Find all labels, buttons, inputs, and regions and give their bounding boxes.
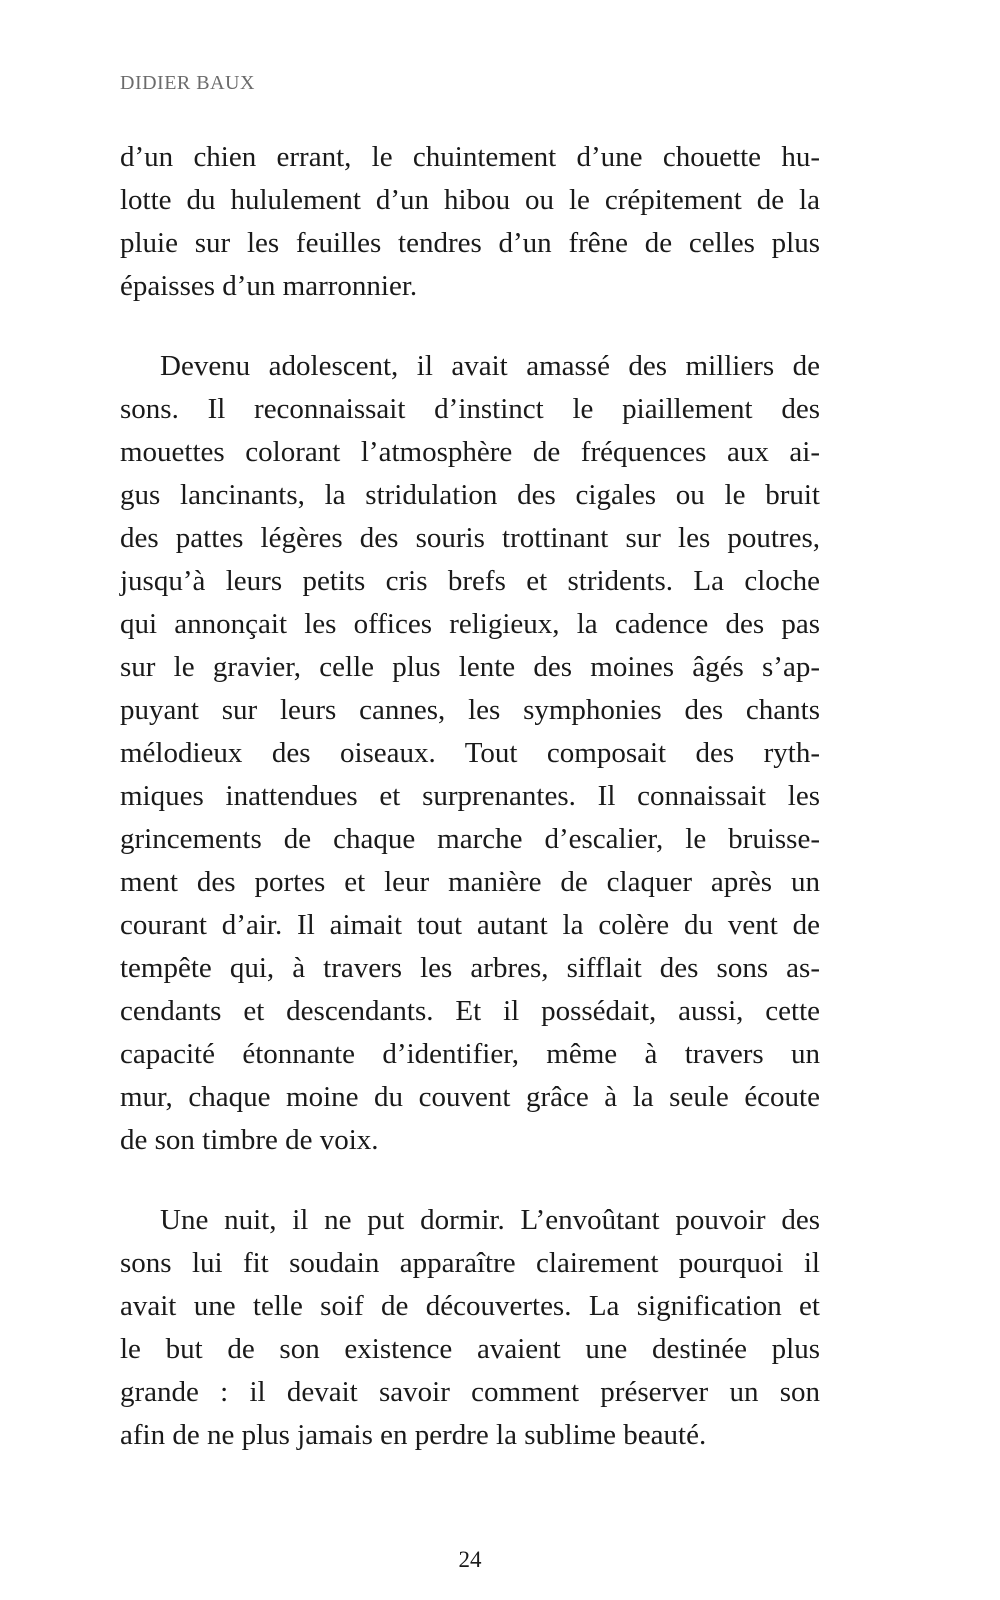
- text-line: jusqu’à leurs petits cris brefs et stridents. La cloche: [120, 565, 820, 597]
- text-line: épaisses d’un marronnier.: [120, 270, 418, 302]
- text-line: mur, chaque moine du couvent grâce à la seule écoute: [120, 1081, 820, 1113]
- text-line: grande : il devait savoir comment préserver un son: [120, 1376, 820, 1408]
- text-line: cendants et descendants. Et il possédait, aussi, cette: [120, 995, 820, 1027]
- text-line: lotte du hululement d’un hibou ou le crépitement de la: [120, 184, 820, 216]
- text-line: avait une telle soif de découvertes. La signification et: [120, 1290, 820, 1322]
- text-line: des pattes légères des souris trottinant sur les poutres,: [120, 522, 820, 554]
- text-line: qui annonçait les offices religieux, la cadence des pas: [120, 608, 820, 640]
- text-line: capacité étonnante d’identifier, même à travers un: [120, 1038, 820, 1070]
- text-line: mouettes colorant l’atmosphère de fréquences aux ai-: [120, 436, 820, 468]
- text-line: grincements de chaque marche d’escalier, le bruisse-: [120, 823, 820, 855]
- running-header-author: DIDIER BAUX: [120, 72, 255, 94]
- text-line: sons. Il reconnaissait d’instinct le piaillement des: [120, 393, 820, 425]
- body-text: [120, 136, 820, 1457]
- paragraph-2: [120, 345, 820, 1162]
- page-number: 24: [458, 1547, 482, 1572]
- text-line: sur le gravier, celle plus lente des moines âgés s’ap-: [120, 651, 820, 683]
- text-line: miques inattendues et surprenantes. Il connaissait les: [120, 780, 820, 812]
- text-line: tempête qui, à travers les arbres, sifflait des sons as-: [120, 952, 820, 984]
- text-line: Devenu adolescent, il avait amassé des milliers de: [160, 350, 820, 382]
- text-line: mélodieux des oiseaux. Tout composait des ryth-: [120, 737, 820, 769]
- text-line: le but de son existence avaient une destinée plus: [120, 1333, 820, 1365]
- text-line: gus lancinants, la stridulation des cigales ou le bruit: [120, 479, 820, 511]
- paragraph-spacer: [120, 308, 820, 345]
- text-line: ment des portes et leur manière de claquer après un: [120, 866, 820, 898]
- text-line: puyant sur leurs cannes, les symphonies des chants: [120, 694, 820, 726]
- paragraph-spacer: [120, 1162, 820, 1199]
- text-line: Une nuit, il ne put dormir. L’envoûtant pouvoir des: [160, 1204, 820, 1236]
- text-line: d’un chien errant, le chuintement d’une chouette hu-: [120, 141, 820, 173]
- text-line: courant d’air. Il aimait tout autant la colère du vent de: [120, 909, 820, 941]
- text-line: afin de ne plus jamais en perdre la sublime beauté.: [120, 1419, 707, 1451]
- paragraph-1: [120, 136, 820, 308]
- text-line: de son timbre de voix.: [120, 1124, 379, 1156]
- paragraph-3: [120, 1199, 820, 1457]
- text-line: pluie sur les feuilles tendres d’un frêne de celles plus: [120, 227, 820, 259]
- text-line: sons lui fit soudain apparaître clairement pourquoi il: [120, 1247, 820, 1279]
